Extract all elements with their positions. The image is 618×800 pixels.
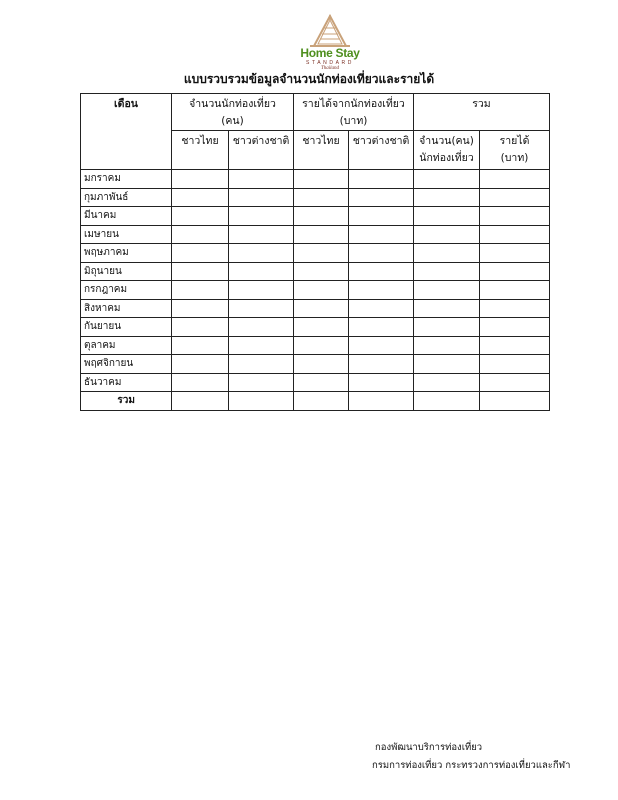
logo-brand-text: Home Stay	[300, 46, 360, 60]
empty-cell[interactable]	[172, 262, 229, 281]
footer-department: กรมการท่องเที่ยว กระทรวงการท่องเที่ยวและกีฬา	[372, 760, 571, 771]
month-label: มีนาคม	[81, 207, 172, 226]
header-tourists-label: จำนวนนักท่องเที่ยว	[189, 98, 276, 110]
month-label: สิงหาคม	[81, 299, 172, 318]
empty-cell[interactable]	[349, 207, 414, 226]
header-tourists	[172, 94, 294, 131]
empty-cell[interactable]	[294, 336, 349, 355]
empty-cell[interactable]	[172, 355, 229, 374]
month-label: กุมภาพันธ์	[81, 188, 172, 207]
empty-cell[interactable]	[349, 262, 414, 281]
empty-cell[interactable]	[294, 262, 349, 281]
empty-cell[interactable]	[480, 392, 550, 411]
empty-cell[interactable]	[349, 318, 414, 337]
table-row	[81, 244, 550, 263]
header-total-count	[414, 131, 480, 170]
empty-cell[interactable]	[294, 188, 349, 207]
homestay-logo	[294, 14, 366, 70]
empty-cell[interactable]	[414, 262, 480, 281]
empty-cell[interactable]	[294, 207, 349, 226]
empty-cell[interactable]	[414, 244, 480, 263]
empty-cell[interactable]	[349, 373, 414, 392]
header-thai: ชาวไทย	[172, 131, 229, 170]
empty-cell[interactable]	[229, 392, 294, 411]
table-row	[81, 318, 550, 337]
empty-cell[interactable]	[294, 299, 349, 318]
header-total-income-label: รายได้	[499, 135, 530, 147]
month-label: พฤษภาคม	[81, 244, 172, 263]
empty-cell[interactable]	[349, 355, 414, 374]
table-row	[81, 225, 550, 244]
empty-cell[interactable]	[414, 225, 480, 244]
empty-cell[interactable]	[480, 336, 550, 355]
total-row	[81, 392, 550, 411]
empty-cell[interactable]	[229, 244, 294, 263]
empty-cell[interactable]	[229, 299, 294, 318]
empty-cell[interactable]	[480, 373, 550, 392]
table-row	[81, 207, 550, 226]
empty-cell[interactable]	[229, 373, 294, 392]
empty-cell[interactable]	[172, 188, 229, 207]
empty-cell[interactable]	[229, 355, 294, 374]
empty-cell[interactable]	[349, 392, 414, 411]
empty-cell[interactable]	[480, 225, 550, 244]
empty-cell[interactable]	[480, 207, 550, 226]
empty-cell[interactable]	[172, 207, 229, 226]
table-row	[81, 373, 550, 392]
empty-cell[interactable]	[349, 281, 414, 300]
table-row	[81, 281, 550, 300]
header-total-income-unit: (บาท)	[500, 152, 529, 164]
header-total: รวม	[414, 94, 550, 131]
table-row	[81, 170, 550, 189]
empty-cell[interactable]	[414, 281, 480, 300]
empty-cell[interactable]	[229, 281, 294, 300]
header-total-income	[480, 131, 550, 170]
month-label: ธันวาคม	[81, 373, 172, 392]
month-label: มิถุนายน	[81, 262, 172, 281]
empty-cell[interactable]	[294, 392, 349, 411]
empty-cell[interactable]	[480, 355, 550, 374]
empty-cell[interactable]	[414, 355, 480, 374]
empty-cell[interactable]	[414, 170, 480, 189]
empty-cell[interactable]	[294, 244, 349, 263]
empty-cell[interactable]	[480, 299, 550, 318]
empty-cell[interactable]	[480, 262, 550, 281]
empty-cell[interactable]	[480, 244, 550, 263]
table-row	[81, 262, 550, 281]
header-foreign: ชาวต่างชาติ	[229, 131, 294, 170]
header-income-foreign: ชาวต่างชาติ	[349, 131, 414, 170]
header-total-count-label: จำนวน(คน)	[419, 135, 474, 147]
empty-cell[interactable]	[414, 318, 480, 337]
footer	[372, 739, 571, 775]
empty-cell[interactable]	[349, 299, 414, 318]
empty-cell[interactable]	[414, 392, 480, 411]
empty-cell[interactable]	[229, 188, 294, 207]
empty-cell[interactable]	[414, 336, 480, 355]
empty-cell[interactable]	[349, 170, 414, 189]
empty-cell[interactable]	[229, 336, 294, 355]
empty-cell[interactable]	[172, 225, 229, 244]
empty-cell[interactable]	[480, 170, 550, 189]
empty-cell[interactable]	[172, 318, 229, 337]
thai-house-roof-icon	[294, 14, 366, 50]
month-label: กันยายน	[81, 318, 172, 337]
empty-cell[interactable]	[349, 336, 414, 355]
empty-cell[interactable]	[229, 207, 294, 226]
empty-cell[interactable]	[294, 355, 349, 374]
month-label: รวม	[81, 392, 172, 411]
empty-cell[interactable]	[294, 225, 349, 244]
empty-cell[interactable]	[480, 188, 550, 207]
table-row	[81, 336, 550, 355]
empty-cell[interactable]	[172, 281, 229, 300]
empty-cell[interactable]	[480, 281, 550, 300]
empty-cell[interactable]	[294, 170, 349, 189]
empty-cell[interactable]	[172, 336, 229, 355]
empty-cell[interactable]	[294, 281, 349, 300]
empty-cell[interactable]	[172, 170, 229, 189]
table-row	[81, 188, 550, 207]
empty-cell[interactable]	[349, 244, 414, 263]
empty-cell[interactable]	[414, 373, 480, 392]
month-label: กรกฎาคม	[81, 281, 172, 300]
empty-cell[interactable]	[414, 207, 480, 226]
month-label: พฤศจิกายน	[81, 355, 172, 374]
header-income-thai: ชาวไทย	[294, 131, 349, 170]
empty-cell[interactable]	[414, 299, 480, 318]
empty-cell[interactable]	[294, 373, 349, 392]
empty-cell[interactable]	[349, 225, 414, 244]
header-tourists-unit: (คน)	[221, 115, 244, 127]
month-label: เมษายน	[81, 225, 172, 244]
month-label: มกราคม	[81, 170, 172, 189]
empty-cell[interactable]	[229, 170, 294, 189]
logo-standard-text: STANDARD	[306, 60, 354, 66]
empty-cell[interactable]	[229, 318, 294, 337]
table-row	[81, 299, 550, 318]
header-income-unit: (บาท)	[339, 115, 368, 127]
table-row	[81, 355, 550, 374]
empty-cell[interactable]	[349, 188, 414, 207]
empty-cell[interactable]	[172, 392, 229, 411]
empty-cell[interactable]	[414, 188, 480, 207]
empty-cell[interactable]	[229, 225, 294, 244]
empty-cell[interactable]	[229, 262, 294, 281]
header-income-label: รายได้จากนักท่องเที่ยว	[302, 98, 405, 110]
empty-cell[interactable]	[172, 244, 229, 263]
document-title: แบบรวบรวมข้อมูลจำนวนนักท่องเที่ยวและรายได้	[183, 72, 435, 86]
month-label: ตุลาคม	[81, 336, 172, 355]
header-total-count-sub: นักท่องเที่ยว	[419, 152, 474, 164]
empty-cell[interactable]	[294, 318, 349, 337]
empty-cell[interactable]	[172, 299, 229, 318]
report-table	[80, 93, 550, 411]
logo-country-text: Thailand	[320, 66, 340, 71]
empty-cell[interactable]	[172, 373, 229, 392]
header-month: เดือน	[81, 94, 172, 170]
header-income	[294, 94, 414, 131]
footer-division: กองพัฒนาบริการท่องเที่ยว	[375, 742, 483, 753]
empty-cell[interactable]	[480, 318, 550, 337]
